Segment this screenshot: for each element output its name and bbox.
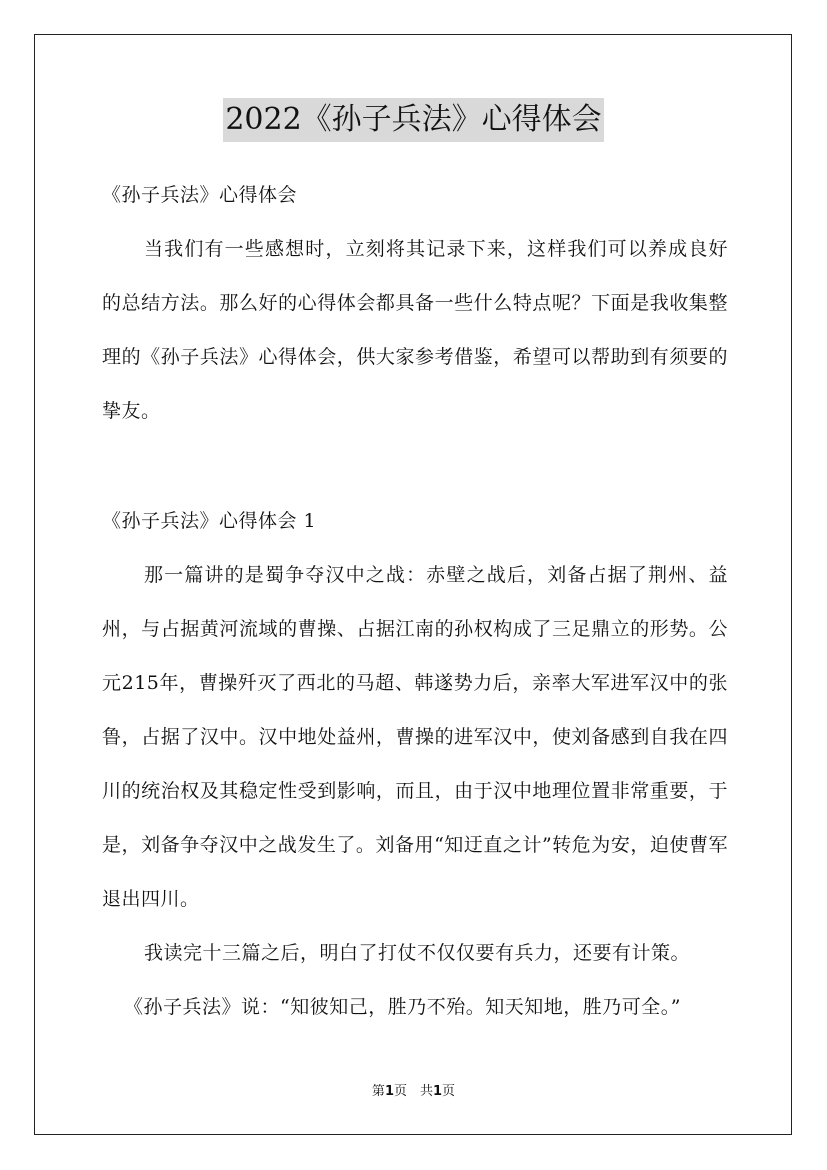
intro-paragraph[interactable]: 当我们有一些感想时，立刻将其记录下来，这样我们可以养成良好的总结方法。那么好的心得体会都具备一些什么特点呢？下面是我收集整理的《孙子兵法》心得体会，供大家参考借鉴，希望可以帮助到有须要的挚友。 bbox=[102, 238, 728, 422]
page-current-number: 1 bbox=[384, 1084, 394, 1099]
section1-paragraph-2[interactable]: 我读完十三篇之后，明白了打仗不仅仅要有兵力，还要有计策。 bbox=[144, 942, 691, 964]
page-total-number: 1 bbox=[433, 1084, 443, 1099]
section1-paragraph-1[interactable]: 那一篇讲的是蜀争夺汉中之战：赤壁之战后，刘备占据了荆州、益州，与占据黄河流域的曹操、占据江南的孙权构成了三足鼎立的形势。公元215年，曹操歼灭了西北的马超、韩遂势力后，亲率大军进军汉中的张鲁，占据了汉中。汉中地处益州，曹操的进军汉中，使刘备感到自我在四川的统治权及其稳定性受到影响，而且，由于汉中地理位置非常重要，于是，刘备争夺汉中之战发生了。刘备用“知迂直之计”转危为安，迫使曹军退出四川。 bbox=[102, 564, 728, 910]
page-label-prefix: 第 bbox=[371, 1084, 385, 1099]
intro-heading[interactable]: 《孙子兵法》心得体会 bbox=[102, 184, 298, 206]
section1-heading[interactable]: 《孙子兵法》心得体会 1 bbox=[102, 510, 317, 532]
page-label-suffix: 页 bbox=[442, 1084, 456, 1099]
section-spacer bbox=[102, 438, 728, 494]
document-body bbox=[102, 168, 728, 1034]
page-footer bbox=[0, 1082, 827, 1102]
page-label-mid: 页 共 bbox=[393, 1084, 433, 1099]
title-container bbox=[0, 98, 827, 142]
section1-quote[interactable]: 《孙子兵法》说：“知彼知己，胜乃不殆。知天知地，胜乃可全。” bbox=[124, 996, 681, 1018]
document-title[interactable]: 2022《孙子兵法》心得体会 bbox=[223, 98, 603, 142]
